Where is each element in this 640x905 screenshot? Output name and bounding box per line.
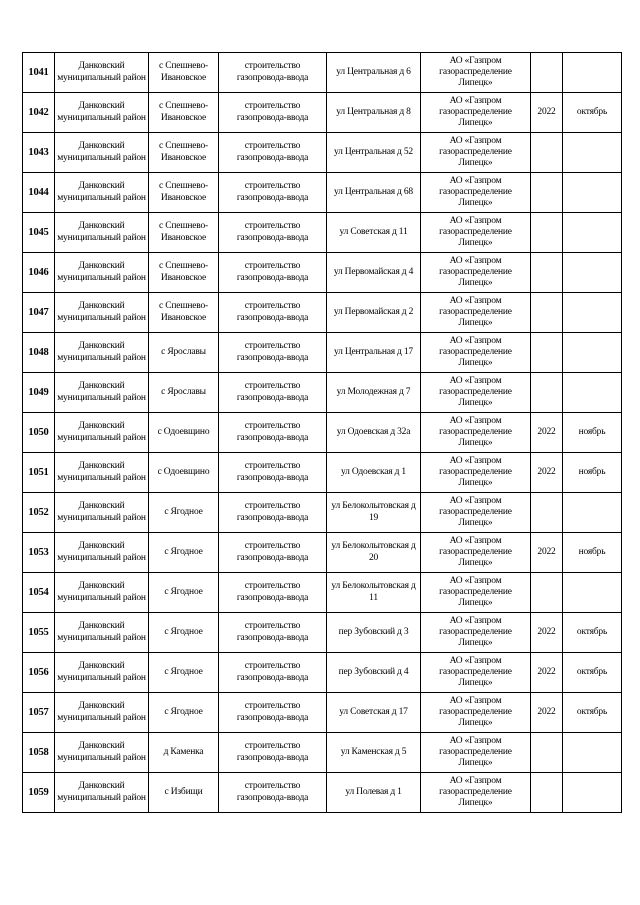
table-row [23,533,622,573]
address-cell: ул Центральная д 17 [327,333,421,373]
work-type-cell: строительство газопровода-ввода [219,413,327,453]
district-cell: Данковский муниципальный район [55,453,149,493]
organization-cell: АО «Газпром газораспределение Липецк» [421,533,531,573]
table-row [23,453,622,493]
work-type-cell: строительство газопровода-ввода [219,373,327,413]
settlement-cell: с Спешнево-Ивановское [149,53,219,93]
work-type-cell: строительство газопровода-ввода [219,493,327,533]
year-cell [531,373,563,413]
work-type-cell: строительство газопровода-ввода [219,173,327,213]
row-number-cell: 1045 [23,213,55,253]
month-cell [563,573,622,613]
district-cell: Данковский муниципальный район [55,733,149,773]
table-row [23,413,622,453]
table-row [23,693,622,733]
row-number-cell: 1053 [23,533,55,573]
work-type-cell: строительство газопровода-ввода [219,213,327,253]
month-cell [563,133,622,173]
district-cell: Данковский муниципальный район [55,213,149,253]
district-cell: Данковский муниципальный район [55,413,149,453]
month-cell [563,493,622,533]
row-number-cell: 1058 [23,733,55,773]
row-number-cell: 1044 [23,173,55,213]
year-cell [531,173,563,213]
work-type-cell: строительство газопровода-ввода [219,93,327,133]
district-cell: Данковский муниципальный район [55,613,149,653]
table-row [23,653,622,693]
row-number-cell: 1051 [23,453,55,493]
row-number-cell: 1042 [23,93,55,133]
month-cell: ноябрь [563,413,622,453]
settlement-cell: с Избищи [149,773,219,813]
address-cell: ул Центральная д 68 [327,173,421,213]
table-row [23,173,622,213]
month-cell [563,213,622,253]
row-number-cell: 1055 [23,613,55,653]
month-cell [563,333,622,373]
district-cell: Данковский муниципальный район [55,373,149,413]
district-cell: Данковский муниципальный район [55,573,149,613]
month-cell: октябрь [563,653,622,693]
year-cell: 2022 [531,693,563,733]
work-type-cell: строительство газопровода-ввода [219,253,327,293]
year-cell: 2022 [531,93,563,133]
row-number-cell: 1057 [23,693,55,733]
district-cell: Данковский муниципальный район [55,173,149,213]
settlement-cell: с Ягодное [149,613,219,653]
table-row [23,133,622,173]
row-number-cell: 1050 [23,413,55,453]
organization-cell: АО «Газпром газораспределение Липецк» [421,413,531,453]
work-type-cell: строительство газопровода-ввода [219,573,327,613]
month-cell: октябрь [563,613,622,653]
settlement-cell: с Спешнево-Ивановское [149,173,219,213]
address-cell: ул Белоколытовская д 20 [327,533,421,573]
table-row [23,773,622,813]
district-cell: Данковский муниципальный район [55,533,149,573]
district-cell: Данковский муниципальный район [55,693,149,733]
month-cell [563,293,622,333]
address-cell: ул Центральная д 8 [327,93,421,133]
organization-cell: АО «Газпром газораспределение Липецк» [421,173,531,213]
row-number-cell: 1049 [23,373,55,413]
year-cell [531,333,563,373]
address-cell: ул Первомайская д 4 [327,253,421,293]
year-cell [531,733,563,773]
district-cell: Данковский муниципальный район [55,253,149,293]
work-type-cell: строительство газопровода-ввода [219,773,327,813]
district-cell: Данковский муниципальный район [55,493,149,533]
settlement-cell: д Каменка [149,733,219,773]
row-number-cell: 1056 [23,653,55,693]
settlement-cell: с Ягодное [149,653,219,693]
table-row [23,333,622,373]
work-type-cell: строительство газопровода-ввода [219,53,327,93]
address-cell: ул Белоколытовская д 19 [327,493,421,533]
settlement-cell: с Ягодное [149,493,219,533]
settlement-cell: с Спешнево-Ивановское [149,93,219,133]
settlement-cell: с Ярославы [149,333,219,373]
row-number-cell: 1054 [23,573,55,613]
month-cell [563,373,622,413]
address-cell: ул Молодежная д 7 [327,373,421,413]
work-type-cell: строительство газопровода-ввода [219,533,327,573]
organization-cell: АО «Газпром газораспределение Липецк» [421,613,531,653]
district-cell: Данковский муниципальный район [55,773,149,813]
organization-cell: АО «Газпром газораспределение Липецк» [421,53,531,93]
month-cell [563,253,622,293]
row-number-cell: 1046 [23,253,55,293]
district-cell: Данковский муниципальный район [55,653,149,693]
organization-cell: АО «Газпром газораспределение Липецк» [421,293,531,333]
address-cell: пер Зубовский д 3 [327,613,421,653]
district-cell: Данковский муниципальный район [55,133,149,173]
table-row [23,373,622,413]
year-cell: 2022 [531,413,563,453]
organization-cell: АО «Газпром газораспределение Липецк» [421,493,531,533]
address-cell: ул Одоевская д 32а [327,413,421,453]
settlement-cell: с Ягодное [149,573,219,613]
organization-cell: АО «Газпром газораспределение Липецк» [421,373,531,413]
work-type-cell: строительство газопровода-ввода [219,613,327,653]
organization-cell: АО «Газпром газораспределение Липецк» [421,133,531,173]
table-row [23,293,622,333]
address-cell: ул Полевая д 1 [327,773,421,813]
settlement-cell: с Спешнево-Ивановское [149,293,219,333]
organization-cell: АО «Газпром газораспределение Липецк» [421,573,531,613]
address-cell: ул Советская д 17 [327,693,421,733]
work-type-cell: строительство газопровода-ввода [219,453,327,493]
address-cell: ул Каменская д 5 [327,733,421,773]
table-row [23,53,622,93]
address-cell: ул Советская д 11 [327,213,421,253]
month-cell: октябрь [563,93,622,133]
year-cell [531,493,563,533]
table-row [23,733,622,773]
work-type-cell: строительство газопровода-ввода [219,293,327,333]
year-cell [531,53,563,93]
work-type-cell: строительство газопровода-ввода [219,653,327,693]
row-number-cell: 1059 [23,773,55,813]
year-cell [531,773,563,813]
address-cell: ул Одоевская д 1 [327,453,421,493]
table-row [23,253,622,293]
year-cell: 2022 [531,653,563,693]
address-cell: ул Белоколытовская д 11 [327,573,421,613]
settlement-cell: с Одоевщино [149,413,219,453]
district-cell: Данковский муниципальный район [55,333,149,373]
organization-cell: АО «Газпром газораспределение Липецк» [421,213,531,253]
organization-cell: АО «Газпром газораспределение Липецк» [421,693,531,733]
table-row [23,613,622,653]
work-type-cell: строительство газопровода-ввода [219,333,327,373]
table-row [23,213,622,253]
year-cell: 2022 [531,613,563,653]
year-cell: 2022 [531,453,563,493]
settlement-cell: с Ягодное [149,533,219,573]
organization-cell: АО «Газпром газораспределение Липецк» [421,93,531,133]
organization-cell: АО «Газпром газораспределение Липецк» [421,333,531,373]
organization-cell: АО «Газпром газораспределение Липецк» [421,773,531,813]
address-cell: ул Первомайская д 2 [327,293,421,333]
address-cell: ул Центральная д 6 [327,53,421,93]
month-cell: октябрь [563,693,622,733]
work-type-cell: строительство газопровода-ввода [219,693,327,733]
district-cell: Данковский муниципальный район [55,93,149,133]
month-cell [563,773,622,813]
settlement-cell: с Ярославы [149,373,219,413]
month-cell [563,53,622,93]
organization-cell: АО «Газпром газораспределение Липецк» [421,653,531,693]
district-cell: Данковский муниципальный район [55,53,149,93]
work-type-cell: строительство газопровода-ввода [219,133,327,173]
work-type-cell: строительство газопровода-ввода [219,733,327,773]
table-row [23,93,622,133]
year-cell [531,253,563,293]
table-body [23,53,622,813]
month-cell [563,173,622,213]
month-cell: ноябрь [563,453,622,493]
address-cell: пер Зубовский д 4 [327,653,421,693]
district-cell: Данковский муниципальный район [55,293,149,333]
month-cell [563,733,622,773]
settlement-cell: с Одоевщино [149,453,219,493]
gasification-table [22,52,622,813]
table-row [23,493,622,533]
table-row [23,573,622,613]
settlement-cell: с Спешнево-Ивановское [149,213,219,253]
organization-cell: АО «Газпром газораспределение Липецк» [421,253,531,293]
settlement-cell: с Спешнево-Ивановское [149,133,219,173]
organization-cell: АО «Газпром газораспределение Липецк» [421,453,531,493]
settlement-cell: с Ягодное [149,693,219,733]
row-number-cell: 1048 [23,333,55,373]
row-number-cell: 1047 [23,293,55,333]
row-number-cell: 1052 [23,493,55,533]
year-cell [531,573,563,613]
year-cell [531,293,563,333]
row-number-cell: 1043 [23,133,55,173]
year-cell [531,133,563,173]
organization-cell: АО «Газпром газораспределение Липецк» [421,733,531,773]
row-number-cell: 1041 [23,53,55,93]
year-cell: 2022 [531,533,563,573]
address-cell: ул Центральная д 52 [327,133,421,173]
month-cell: ноябрь [563,533,622,573]
year-cell [531,213,563,253]
settlement-cell: с Спешнево-Ивановское [149,253,219,293]
